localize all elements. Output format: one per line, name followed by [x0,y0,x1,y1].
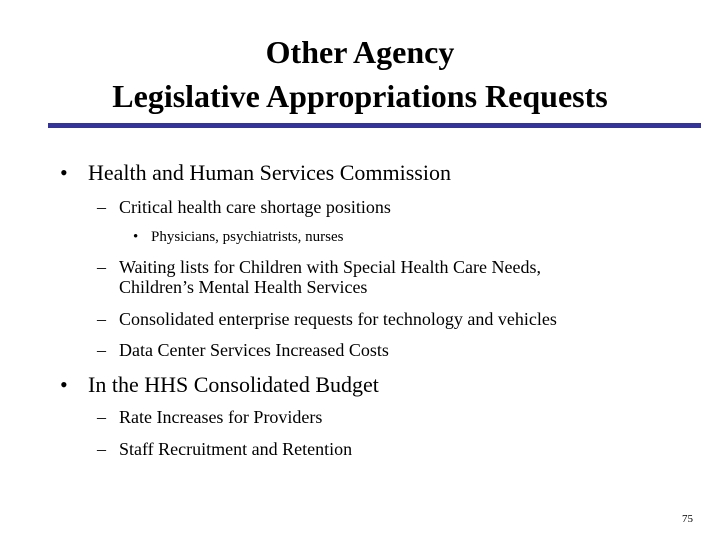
dash-icon: – [97,439,106,459]
bullet-icon: • [133,229,139,245]
dash-icon: – [97,197,106,217]
sub-bullet-text: Consolidated enterprise requests for technology and vehicles [119,309,557,329]
slide-title-line-1: Other Agency [265,34,455,70]
page-number: 75 [682,513,693,525]
dash-icon: – [97,257,106,277]
dash-icon: – [97,309,106,329]
sub-bullet-text: Rate Increases for Providers [119,407,323,427]
slide-title-line-2: Legislative Appropriations Requests [112,78,608,114]
bullet-icon: • [60,160,68,185]
sub-bullet-text: Staff Recruitment and Retention [119,439,353,459]
sub-sub-bullet-text: Physicians, psychiatrists, nurses [151,229,344,245]
dash-icon: – [97,340,106,360]
bullet-icon: • [60,372,68,397]
dash-icon: – [97,407,106,427]
sub-bullet-text-line-2: Children’s Mental Health Services [119,277,368,297]
sub-bullet-text: Critical health care shortage positions [119,197,391,217]
section-label: Health and Human Services Commission [88,160,451,185]
section-label: In the HHS Consolidated Budget [88,372,379,397]
sub-bullet-text: Data Center Services Increased Costs [119,340,389,360]
sub-bullet-text-line-1: Waiting lists for Children with Special Health Care Needs, [119,257,541,277]
